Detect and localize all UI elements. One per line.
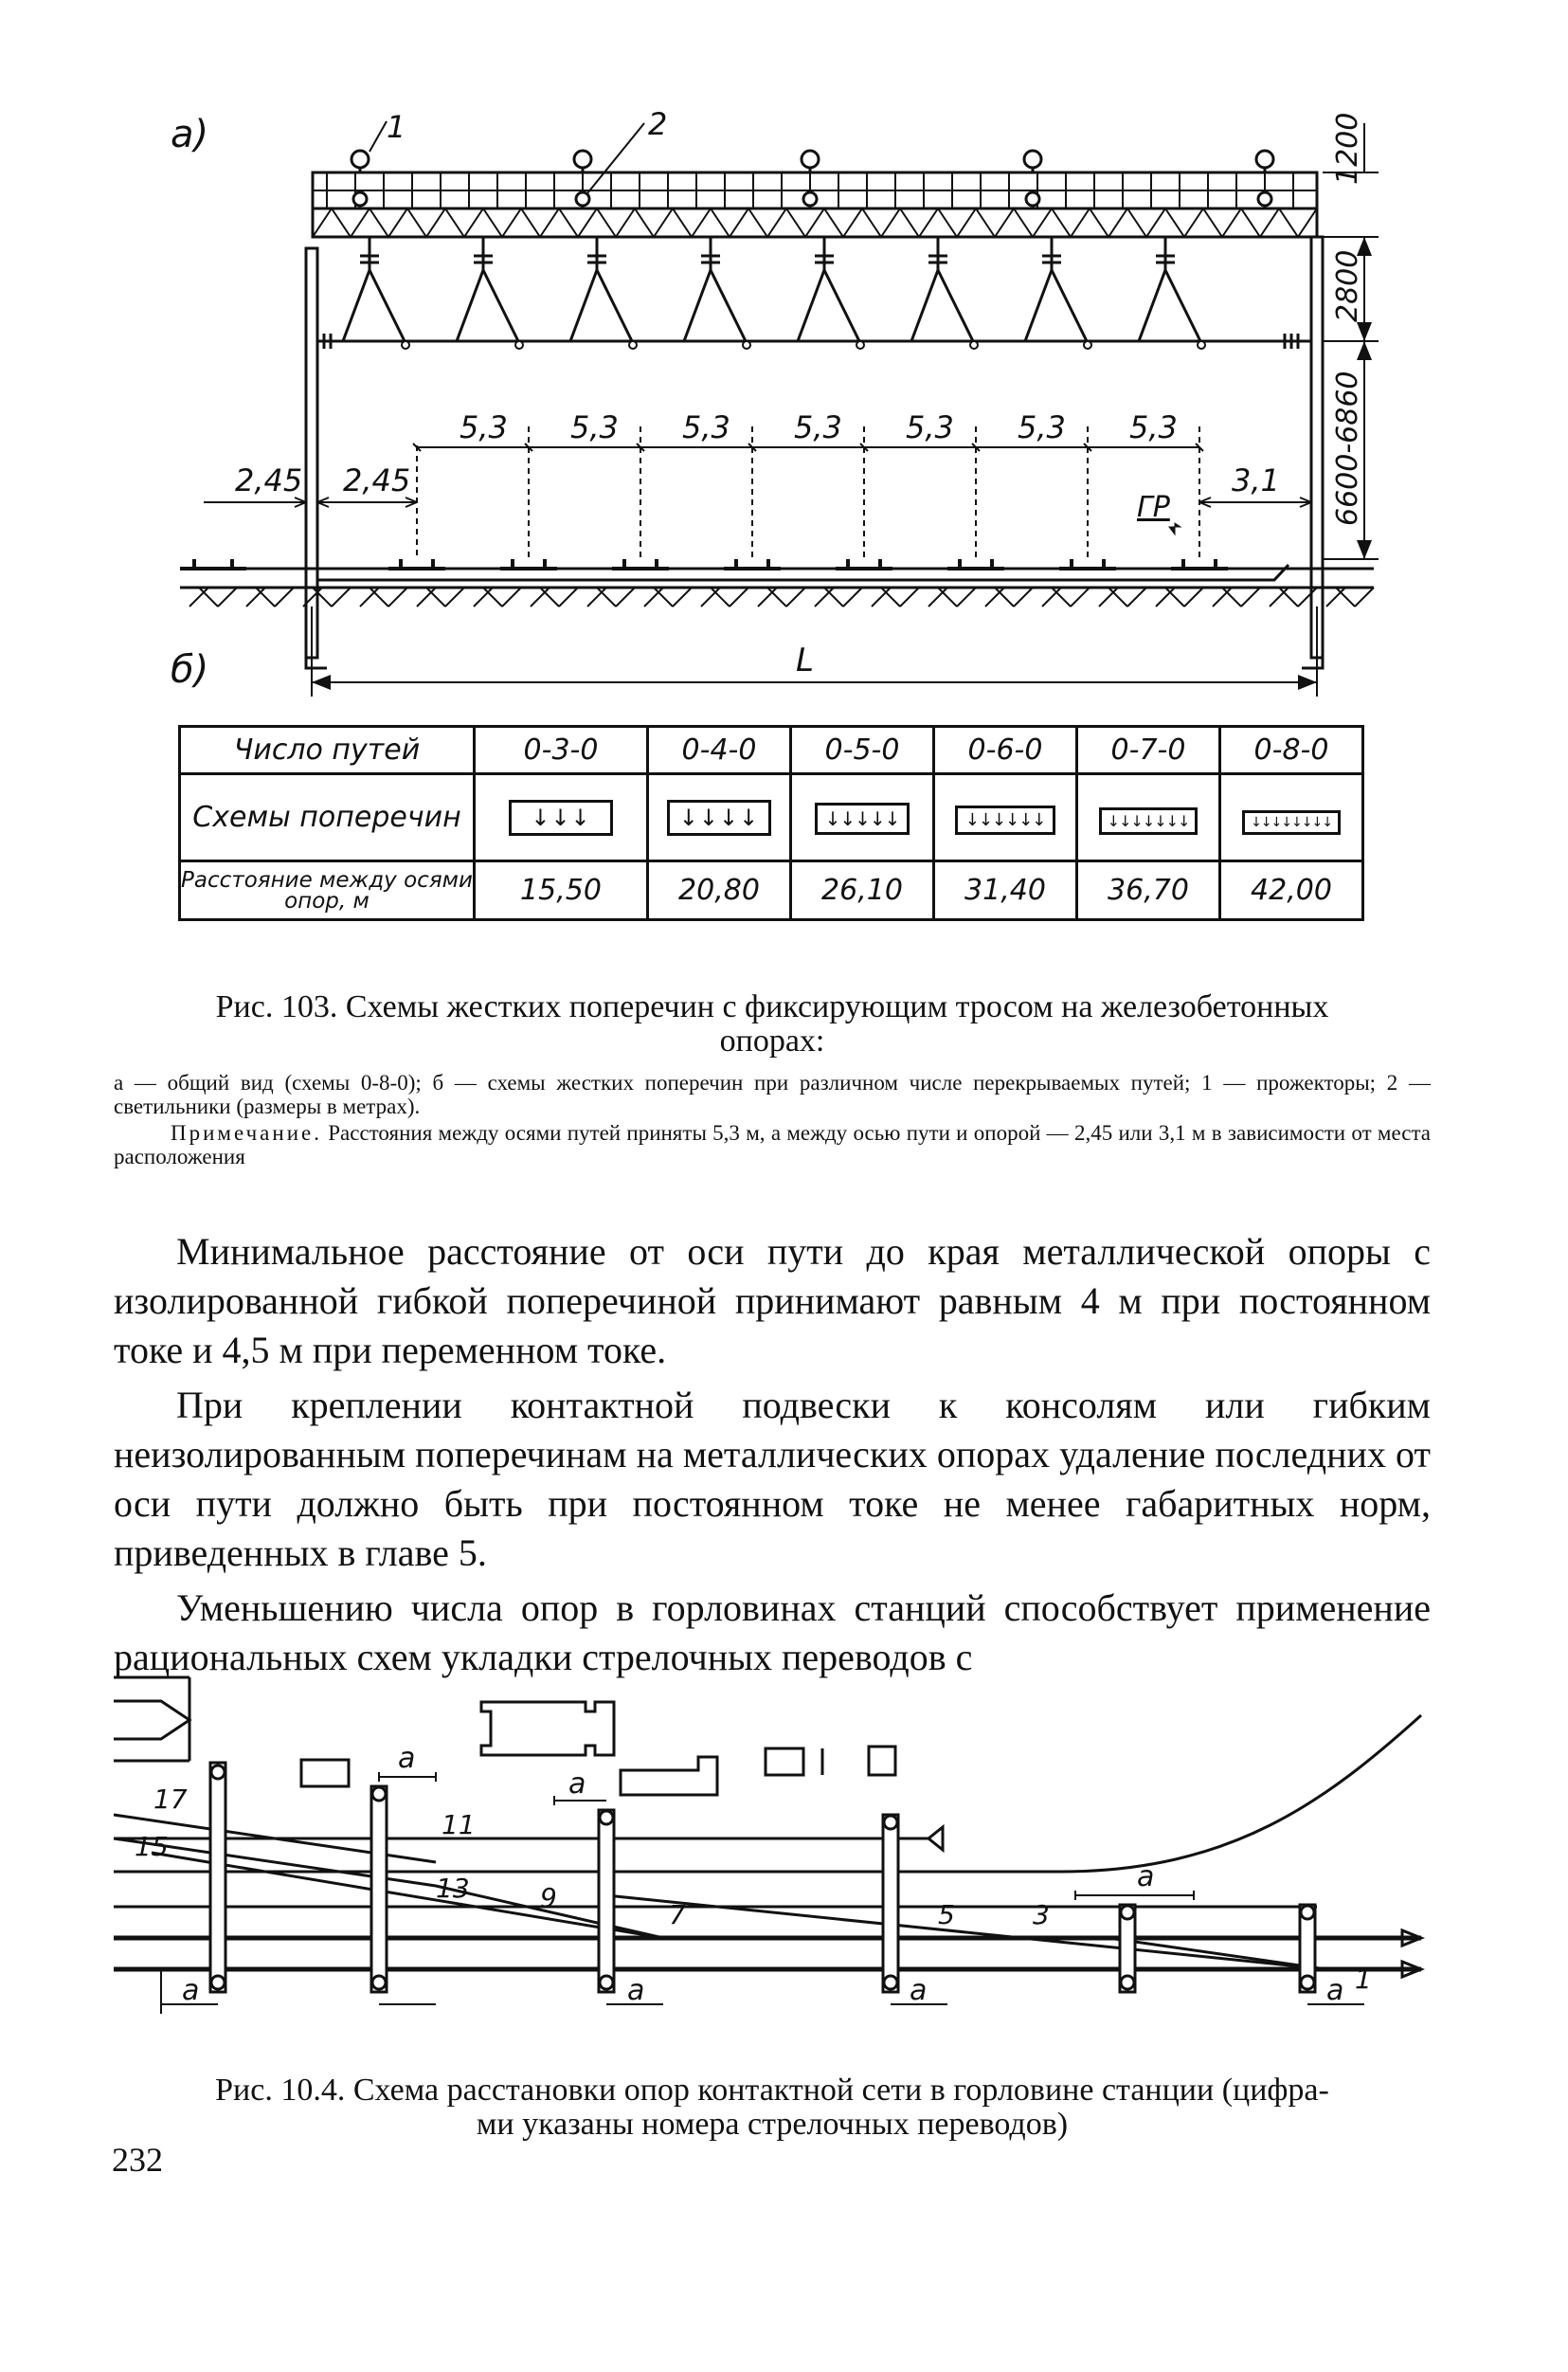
distance-0-4-0: 20,80 (648, 861, 791, 920)
scheme-0-7-0: 0-7-0 (1077, 727, 1220, 774)
spacing-label-2: 5,3 (570, 409, 619, 445)
figure-10-4-caption-line1: Рис. 10.4. Схема расстановки опор контактной сети в горловине станции (цифра- (215, 2073, 1329, 2108)
figure-10-4-caption (114, 2073, 1431, 2142)
dim-1200: 1200 (1331, 112, 1364, 185)
scheme-diagram-0-4-0: ↓↓↓↓ (667, 800, 771, 836)
switch-number-11: 11 (442, 1809, 476, 1840)
figure-103-legend: а — общий вид (схемы 0-8-0); б — схемы жестких поперечин при различном числе перекрываемых путей; 1 — прожекторы; 2 — светильники (размеры в метрах). (114, 1071, 1431, 1118)
figure-103-caption-line2: опорах: (719, 1023, 825, 1059)
distance-0-6-0: 31,40 (934, 861, 1077, 920)
scheme-diagram-0-6-0: ↓↓↓↓↓↓ (955, 806, 1056, 835)
spacing-label-5: 5,3 (906, 409, 954, 445)
scheme-0-3-0: 0-3-0 (475, 727, 648, 774)
switch-number-1: 1 (1355, 1964, 1372, 1995)
scheme-diagram-0-7-0: ↓↓↓↓↓↓↓ (1099, 807, 1199, 835)
body-paragraph-2: При креплении контактной подвески к консолям или гибким неизолированным поперечинам на металлических опорах удаление последних от оси пути должно быть при постоянном токе не менее габаритных норм, приведенных в главе 5. (114, 1384, 1431, 1574)
scheme-0-5-0: 0-5-0 (791, 727, 934, 774)
figure-103a-drawing (0, 0, 1568, 720)
dim-a-1: a (398, 1742, 416, 1775)
row-label-schemes: Схемы поперечин (180, 774, 475, 861)
dim-2800: 2800 (1331, 249, 1364, 322)
span-L-label: L (796, 642, 814, 679)
gr-label: ГР (1137, 491, 1170, 524)
scheme-0-8-0: 0-8-0 (1220, 727, 1363, 774)
spacing-label-1: 5,3 (460, 409, 508, 445)
dim-6600-6860: 6600-6860 (1331, 371, 1364, 526)
scheme-0-6-0: 0-6-0 (934, 727, 1077, 774)
panel-b-label: б) (171, 648, 209, 692)
callout-1: 1 (387, 109, 406, 145)
spacing-label-4: 5,3 (794, 409, 842, 445)
note-label: Примечание. (171, 1121, 322, 1145)
panel-a-label: а) (171, 113, 209, 156)
scheme-diagram-0-3-0: ↓↓↓ (509, 800, 612, 836)
page-number: 232 (112, 2141, 163, 2179)
row-label-distance: Расстояние между осями опор, м (180, 861, 475, 920)
spacing-label-7: 5,3 (1129, 409, 1178, 445)
body-paragraph-1: Минимальное расстояние от оси пути до края металлической опоры с изолированной гибкой поперечиной принимают равным 4 м при постоянном токе и 4,5 м при переменном токе. (114, 1230, 1431, 1371)
scheme-0-4-0: 0-4-0 (648, 727, 791, 774)
dim-a-3: a (1137, 1860, 1155, 1893)
body-paragraph-3: Уменьшению числа опор в горловинах станций способствует применение рациональных схем укладки стрелочных переводов с (114, 1586, 1431, 1678)
body-text (0, 1227, 1431, 1682)
switch-number-5: 5 (938, 1899, 955, 1930)
figure-10-4-caption-line2: ми указаны номера стрелочных переводов) (476, 2107, 1069, 2142)
scheme-diagram-0-5-0: ↓↓↓↓↓ (815, 803, 910, 835)
dim-a-5: a (627, 1974, 645, 2007)
dim-a-2: a (568, 1767, 586, 1801)
spacing-label-3: 5,3 (682, 409, 730, 445)
dim-a-6: a (910, 1974, 928, 2007)
distance-0-3-0: 15,50 (475, 861, 648, 920)
figure-103-note (114, 1121, 1431, 1168)
figure-103-caption (114, 990, 1431, 1059)
switch-number-13: 13 (436, 1873, 470, 1904)
spacing-label-6: 5,3 (1018, 409, 1066, 445)
table-row-distance (180, 861, 1363, 920)
scheme-diagram-0-8-0: ↓↓↓↓↓↓↓↓ (1242, 810, 1341, 835)
dim-a-7: a (1326, 1974, 1344, 2007)
distance-0-7-0: 36,70 (1077, 861, 1220, 920)
dim-a-4: a (182, 1974, 200, 2007)
distance-0-5-0: 26,10 (791, 861, 934, 920)
cross-span-schemes-table (178, 725, 1364, 921)
dim-245-outer: 2,45 (235, 462, 303, 498)
switch-number-7: 7 (669, 1899, 686, 1930)
switch-number-3: 3 (1033, 1899, 1050, 1930)
dim-245-inner: 2,45 (343, 462, 411, 498)
dim-31: 3,1 (1232, 462, 1280, 498)
switch-number-9: 9 (540, 1882, 557, 1913)
table-row-schemes (180, 774, 1363, 861)
row-label-track-count: Число путей (180, 727, 475, 774)
note-text: Расстояния между осями путей приняты 5,3 м, а между осью пути и опорой — 2,45 или 3,1 м в зависимости от места расположения (114, 1121, 1432, 1168)
switch-number-17: 17 (153, 1784, 188, 1815)
figure-103-caption-line1: Рис. 103. Схемы жестких поперечин с фиксирующим тросом на железобетонных (215, 989, 1329, 1024)
table-row-track-count (180, 727, 1363, 774)
switch-number-15: 15 (135, 1831, 169, 1862)
distance-0-8-0: 42,00 (1220, 861, 1363, 920)
callout-2: 2 (648, 106, 668, 142)
